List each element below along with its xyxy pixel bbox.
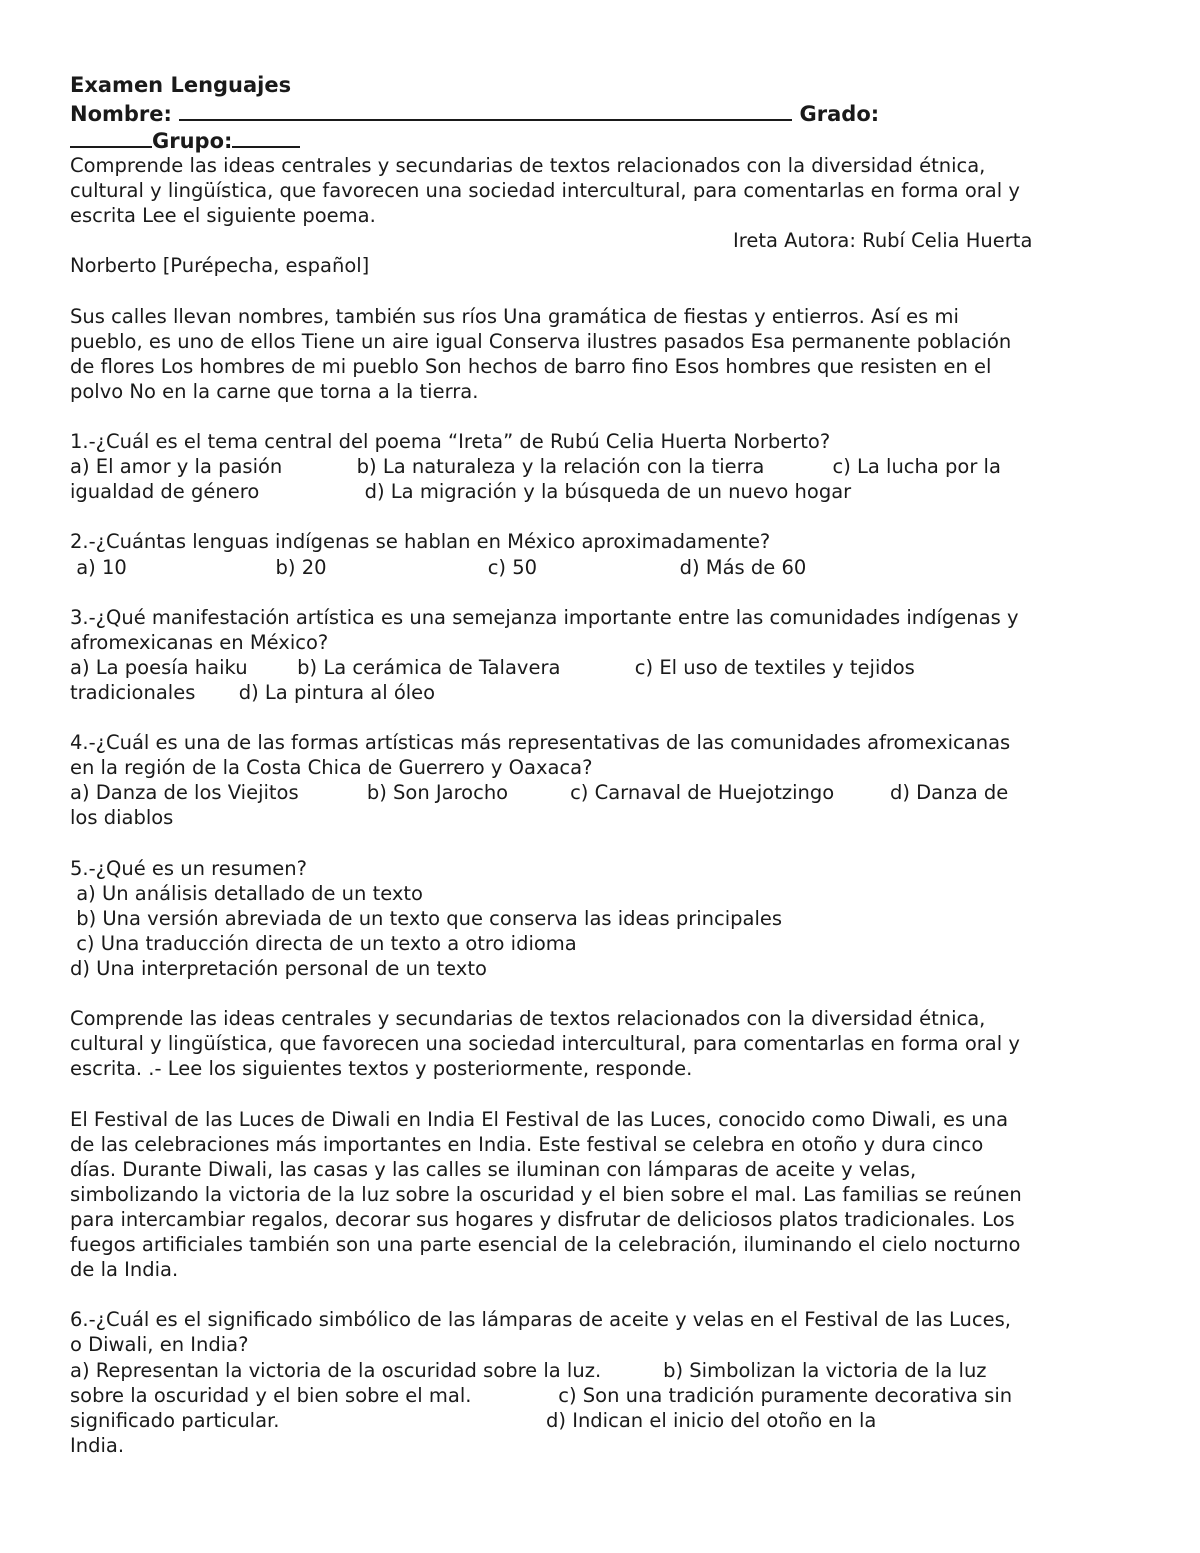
question-text: afromexicanas en México? (70, 630, 329, 654)
text-line: fuegos artificiales también son una parte esencial de la celebración, iluminando el cielo nocturno (70, 1233, 1021, 1257)
poem-credit-title: Ireta Autora: Rubí Celia Huerta (733, 229, 1033, 253)
question-3 (70, 605, 1132, 705)
answer-options: a) Representan la victoria de la oscuridad sobre la luz. b) Simbolizan la victoria de la luz (70, 1358, 987, 1382)
question-1 (70, 429, 1132, 504)
question-text: 6.-¿Cuál es el significado simbólico de las lámparas de aceite y velas en el Festival de las Luces, (70, 1308, 1011, 1332)
text-line: Sus calles llevan nombres, también sus ríos Una gramática de fiestas y entierros. Así es mi (70, 304, 959, 328)
text-line: escrita. .- Lee los siguientes textos y posteriormente, responde. (70, 1057, 693, 1081)
diwali-text (70, 1107, 1132, 1283)
answer-options: India. (70, 1433, 125, 1457)
exam-page (70, 72, 1132, 1458)
text-line: para intercambiar regalos, decorar sus hogares y disfrutar de deliciosos platos tradicionales. Los (70, 1207, 1015, 1231)
grupo-blank (232, 126, 300, 148)
question-5 (70, 856, 1132, 981)
exam-title: Examen Lenguajes (70, 73, 292, 97)
question-text: 1.-¿Cuál es el tema central del poema “Ireta” de Rubú Celia Huerta Norberto? (70, 430, 831, 454)
text-line: de flores Los hombres de mi pueblo Son hechos de barro fino Esos hombres que resisten en el (70, 354, 992, 378)
answer-option: a) Un análisis detallado de un texto (70, 881, 423, 905)
poem-text (70, 304, 1132, 404)
question-text: o Diwali, en India? (70, 1333, 249, 1357)
answer-options: los diablos (70, 806, 174, 830)
answer-options: a) El amor y la pasión b) La naturaleza y la relación con la tierra c) La lucha por la (70, 455, 1001, 479)
answer-options: a) La poesía haiku b) La cerámica de Talavera c) El uso de textiles y tejidos (70, 655, 915, 679)
grado-label: Grado: (799, 102, 880, 126)
text-line: polvo No en la carne que torna a la tierra. (70, 379, 479, 403)
question-text: 2.-¿Cuántas lenguas indígenas se hablan en México aproximadamente? (70, 530, 771, 554)
answer-options: sobre la oscuridad y el bien sobre el mal. c) Son una tradición puramente decorativa sin (70, 1383, 1013, 1407)
answer-options: a) 10 b) 20 c) 50 d) Más de 60 (70, 555, 807, 579)
nombre-grado-line (70, 99, 1132, 126)
question-4 (70, 730, 1132, 830)
question-text: 5.-¿Qué es un resumen? (70, 856, 307, 880)
answer-options: a) Danza de los Viejitos b) Son Jarocho c) Carnaval de Huejotzingo d) Danza de (70, 781, 1009, 805)
answer-option: d) Una interpretación personal de un texto (70, 957, 487, 980)
intro-paragraph-2 (70, 1006, 1132, 1081)
grupo-line (70, 126, 1132, 153)
text-line: pueblo, es uno de ellos Tiene un aire igual Conserva ilustres pasados Esa permanente población (70, 329, 1012, 353)
text-line: Comprende las ideas centrales y secundarias de textos relacionados con la diversidad étnica, (70, 154, 986, 177)
text-line: escrita Lee el siguiente poema. (70, 204, 376, 228)
grado-blank (70, 126, 152, 148)
text-line: Comprende las ideas centrales y secundarias de textos relacionados con la diversidad étnica, (70, 1007, 986, 1031)
answer-options: significado particular. d) Indican el inicio del otoño en la (70, 1408, 877, 1432)
text-line: El Festival de las Luces de Diwali en India El Festival de las Luces, conocido como Diwali, es una (70, 1107, 1009, 1131)
question-2 (70, 529, 1132, 579)
text-line: de las celebraciones más importantes en India. Este festival se celebra en otoño y dura cinco (70, 1132, 984, 1156)
grupo-label: Grupo: (152, 129, 233, 153)
question-text: 4.-¿Cuál es una de las formas artísticas más representativas de las comunidades afromexicanas (70, 731, 1011, 755)
nombre-label: Nombre: (70, 102, 172, 126)
nombre-blank (179, 99, 792, 121)
answer-options: tradicionales d) La pintura al óleo (70, 680, 436, 704)
text-line: cultural y lingüística, que favorecen una sociedad intercultural, para comentarlas en forma oral y (70, 1032, 1020, 1056)
question-text: 3.-¿Qué manifestación artística es una semejanza importante entre las comunidades indígenas y (70, 605, 1019, 629)
poem-credit-author: Norberto [Purépecha, español] (70, 254, 370, 278)
answer-option: c) Una traducción directa de un texto a otro idioma (70, 931, 577, 955)
answer-options: igualdad de género d) La migración y la búsqueda de un nuevo hogar (70, 480, 852, 504)
answer-option: b) Una versión abreviada de un texto que conserva las ideas principales (70, 906, 783, 930)
text-line: cultural y lingüística, que favorecen una sociedad intercultural, para comentarlas en forma oral y (70, 179, 1020, 203)
text-line: simbolizando la victoria de la luz sobre la oscuridad y el bien sobre el mal. Las familias se reúnen (70, 1182, 1022, 1206)
text-line: de la India. (70, 1258, 179, 1282)
question-text: en la región de la Costa Chica de Guerrero y Oaxaca? (70, 756, 593, 780)
text-line: días. Durante Diwali, las casas y las calles se iluminan con lámparas de aceite y velas, (70, 1157, 917, 1181)
question-6 (70, 1307, 1132, 1458)
intro-paragraph-1 (70, 153, 1132, 228)
